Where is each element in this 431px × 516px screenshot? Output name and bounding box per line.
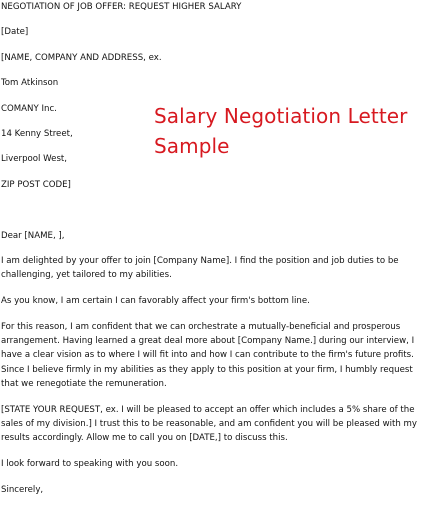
paragraph-1-line-1: I am delighted by your offer to join [Company Name]. I find the position and job duties to be <box>1 256 399 266</box>
letter-header: NEGOTIATION OF JOB OFFER: REQUEST HIGHER SALARY <box>1 2 242 12</box>
address-line-street: 14 Kenny Street, <box>1 129 73 139</box>
paragraph-3-line-2: arrangement. Having learned a great deal more about [Company Name.] during our interview, I <box>1 336 415 346</box>
paragraph-1-line-2: challenging, yet tailored to my abilities. <box>1 270 172 280</box>
paragraph-4-line-3: results accordingly. Allow me to call you on [DATE,] to discuss this. <box>1 433 288 443</box>
salary-negotiation-overlay-title <box>154 101 408 161</box>
paragraph-3-line-3: have a clear vision as to where I will fit into and how I can contribute to the firm's future profits. <box>1 350 414 360</box>
paragraph-2-line-1: As you know, I am certain I can favorably affect your firm's bottom line. <box>1 296 310 306</box>
paragraph-3-line-1: For this reason, I am confident that we can orchestrate a mutually-beneficial and prosperous <box>1 322 401 332</box>
paragraph-4-line-1: [STATE YOUR REQUEST, ex. I will be pleased to accept an offer which includes a 5% share of the <box>1 405 415 415</box>
closing: Sincerely, <box>1 485 44 495</box>
letter-date: [Date] <box>1 27 29 37</box>
recipient-placeholder: [NAME, COMPANY AND ADDRESS, ex. <box>1 53 162 63</box>
paragraph-3-line-4: Since I believe firmly in my abilities as they apply to this position at your firm, I humbly request <box>1 365 413 375</box>
address-line-name: Tom Atkinson <box>1 78 59 88</box>
address-line-zip: ZIP POST CODE] <box>1 180 71 190</box>
paragraph-4-line-2: sales of my division.] I trust this to be reasonable, and am confident you will be pleased with my <box>1 419 417 429</box>
overlay-title-line-1: Salary Negotiation Letter <box>154 104 408 128</box>
paragraph-3-line-5: that we renegotiate the remuneration. <box>1 379 167 389</box>
address-line-city: Liverpool West, <box>1 154 68 164</box>
salutation: Dear [NAME, ], <box>1 231 65 241</box>
paragraph-5-line-1: I look forward to speaking with you soon. <box>1 459 179 469</box>
address-line-company: COMANY Inc. <box>1 104 57 114</box>
overlay-title-line-2: Sample <box>154 134 230 158</box>
